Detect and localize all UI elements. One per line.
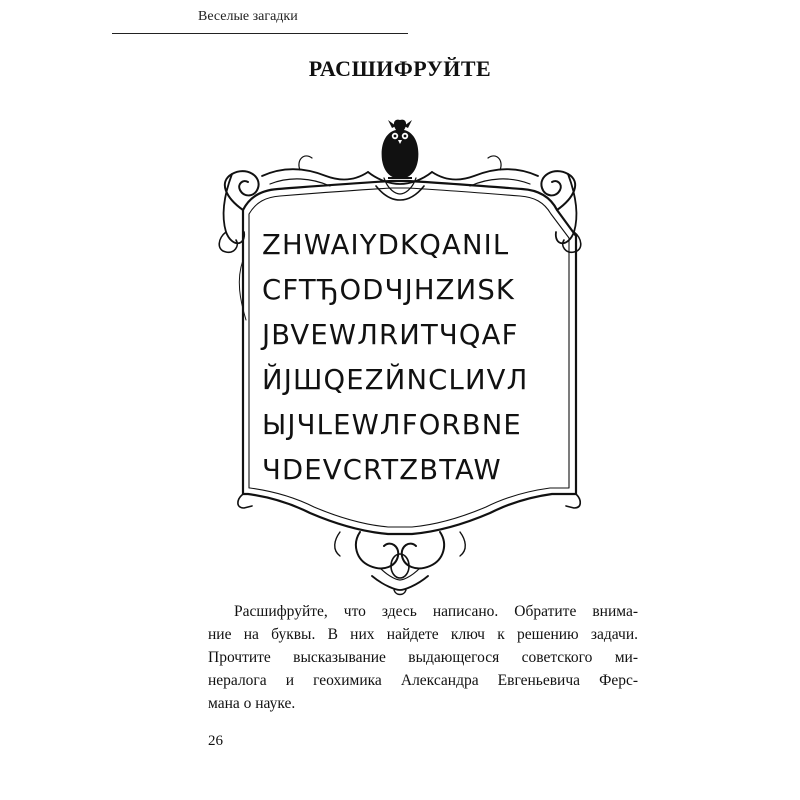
- scroll-top-left: [225, 171, 259, 210]
- cipher-line: JBVEWЛRИTЧQAF: [262, 318, 519, 351]
- cipher-line: ЙJШQEZЙNCLИVЛ: [262, 363, 529, 396]
- cipher-line: ZHWAIYDKQANIL: [262, 228, 510, 261]
- scroll-top-right: [541, 171, 575, 210]
- body-paragraph: [208, 600, 638, 715]
- page-number: 26: [208, 733, 223, 749]
- body-line: Расшифруйте, что здесь написано. Обратите внима-: [234, 603, 638, 620]
- body-line: нералога и геохимика Александра Евгеньевича Ферс-: [208, 672, 638, 689]
- cipher-block: [262, 222, 562, 492]
- cipher-line: ЫJЧLEWЛFORBNE: [262, 408, 522, 441]
- cipher-line: CFTЂODЧJHZИSK: [262, 273, 516, 306]
- cipher-line: ЧDEVCRTZBTAW: [262, 453, 502, 486]
- owl-icon: [382, 120, 419, 179]
- running-header: Веселые загадки: [198, 9, 298, 24]
- body-line: Прочтите высказывание выдающегося советского ми-: [208, 649, 638, 666]
- body-line: мана о науке.: [208, 695, 296, 712]
- body-line: ние на буквы. В них найдете ключ к решению задачи.: [208, 626, 638, 643]
- page-title: РАСШИФРУЙТЕ: [308, 56, 492, 81]
